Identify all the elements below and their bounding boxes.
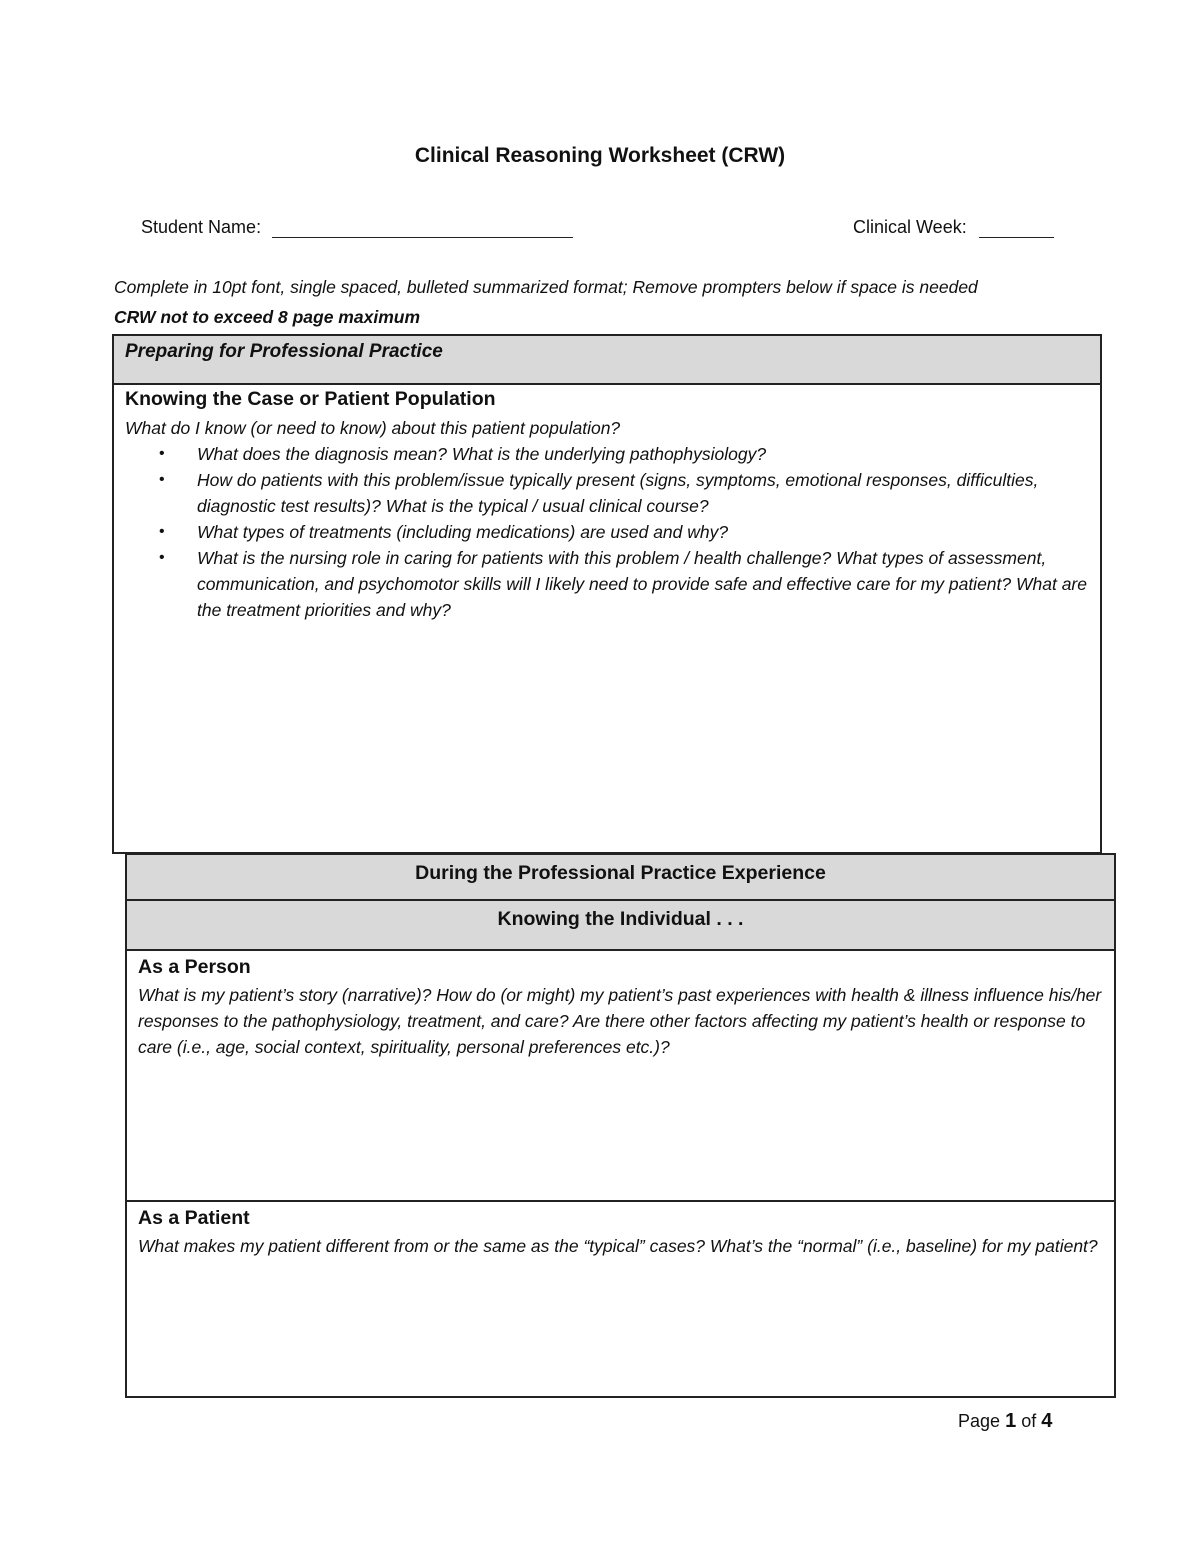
total-pages: 4	[1041, 1410, 1053, 1432]
as-a-person-section[interactable]	[125, 949, 1116, 1202]
bullet-text: What is the nursing role in caring for patients with this problem / health challenge? What types of assessment, communication, and psychomotor skills will I likely need to provide safe and effective care for my patient? What are the treatment priorities and why?	[197, 548, 1087, 620]
instructions-text: Complete in 10pt font, single spaced, bulleted summarized format; Remove prompters below if space is needed	[114, 277, 978, 297]
bullet-text: What does the diagnosis mean? What is the underlying pathophysiology?	[197, 444, 767, 464]
page-number	[958, 1410, 1052, 1433]
as-a-patient-prompt: What makes my patient different from or the same as the “typical” cases? What’s the “normal” (i.e., baseline) for my patient?	[138, 1236, 1098, 1256]
clinical-week-label: Clinical Week:	[853, 217, 967, 237]
list-item	[125, 545, 1090, 623]
bullet-icon: •	[159, 523, 165, 540]
list-item	[125, 519, 1090, 545]
as-a-patient-title: As a Patient	[138, 1207, 250, 1229]
as-a-person-prompt: What is my patient’s story (narrative)? How do (or might) my patient’s past experiences with health & illness influence his/her responses to the pathophysiology, treatment, and care? Are there other factors affecting my patient’s health or response to care (i.e., age, social context, spirituality, personal preferences etc.)?	[138, 985, 1102, 1057]
knowing-individual-text: Knowing the Individual . . .	[497, 908, 744, 930]
during-section-header	[125, 853, 1116, 901]
bullet-text: How do patients with this problem/issue typically present (signs, symptoms, emotional responses, difficulties, diagnostic test results)? What is the typical / usual clinical course?	[197, 470, 1039, 516]
of-word: of	[1021, 1411, 1037, 1431]
page-word: Page	[958, 1411, 1001, 1431]
page-limit-note: CRW not to exceed 8 page maximum	[114, 307, 421, 327]
knowing-case-intro: What do I know (or need to know) about this patient population?	[125, 418, 621, 438]
knowing-case-section[interactable]	[112, 383, 1102, 854]
as-a-person-title: As a Person	[138, 956, 251, 978]
list-item	[125, 441, 1090, 467]
bullet-icon: •	[159, 445, 165, 462]
clinical-week-field[interactable]	[979, 237, 1054, 238]
during-header-text: During the Professional Practice Experience	[415, 862, 826, 884]
knowing-individual-header	[125, 899, 1116, 951]
bullet-icon: •	[159, 471, 165, 488]
list-item	[125, 467, 1090, 519]
bullet-text: What types of treatments (including medications) are used and why?	[197, 522, 729, 542]
as-a-patient-section[interactable]	[125, 1200, 1116, 1398]
current-page: 1	[1005, 1410, 1017, 1432]
worksheet-title: Clinical Reasoning Worksheet (CRW)	[414, 144, 786, 167]
student-name-field[interactable]	[272, 237, 573, 238]
prompt-bullet-list	[125, 441, 1090, 623]
student-name-label: Student Name:	[141, 217, 262, 237]
preparing-header-text: Preparing for Professional Practice	[125, 341, 443, 362]
bullet-icon: •	[159, 549, 165, 566]
preparing-section-header	[112, 334, 1102, 385]
knowing-case-title: Knowing the Case or Patient Population	[125, 388, 496, 410]
